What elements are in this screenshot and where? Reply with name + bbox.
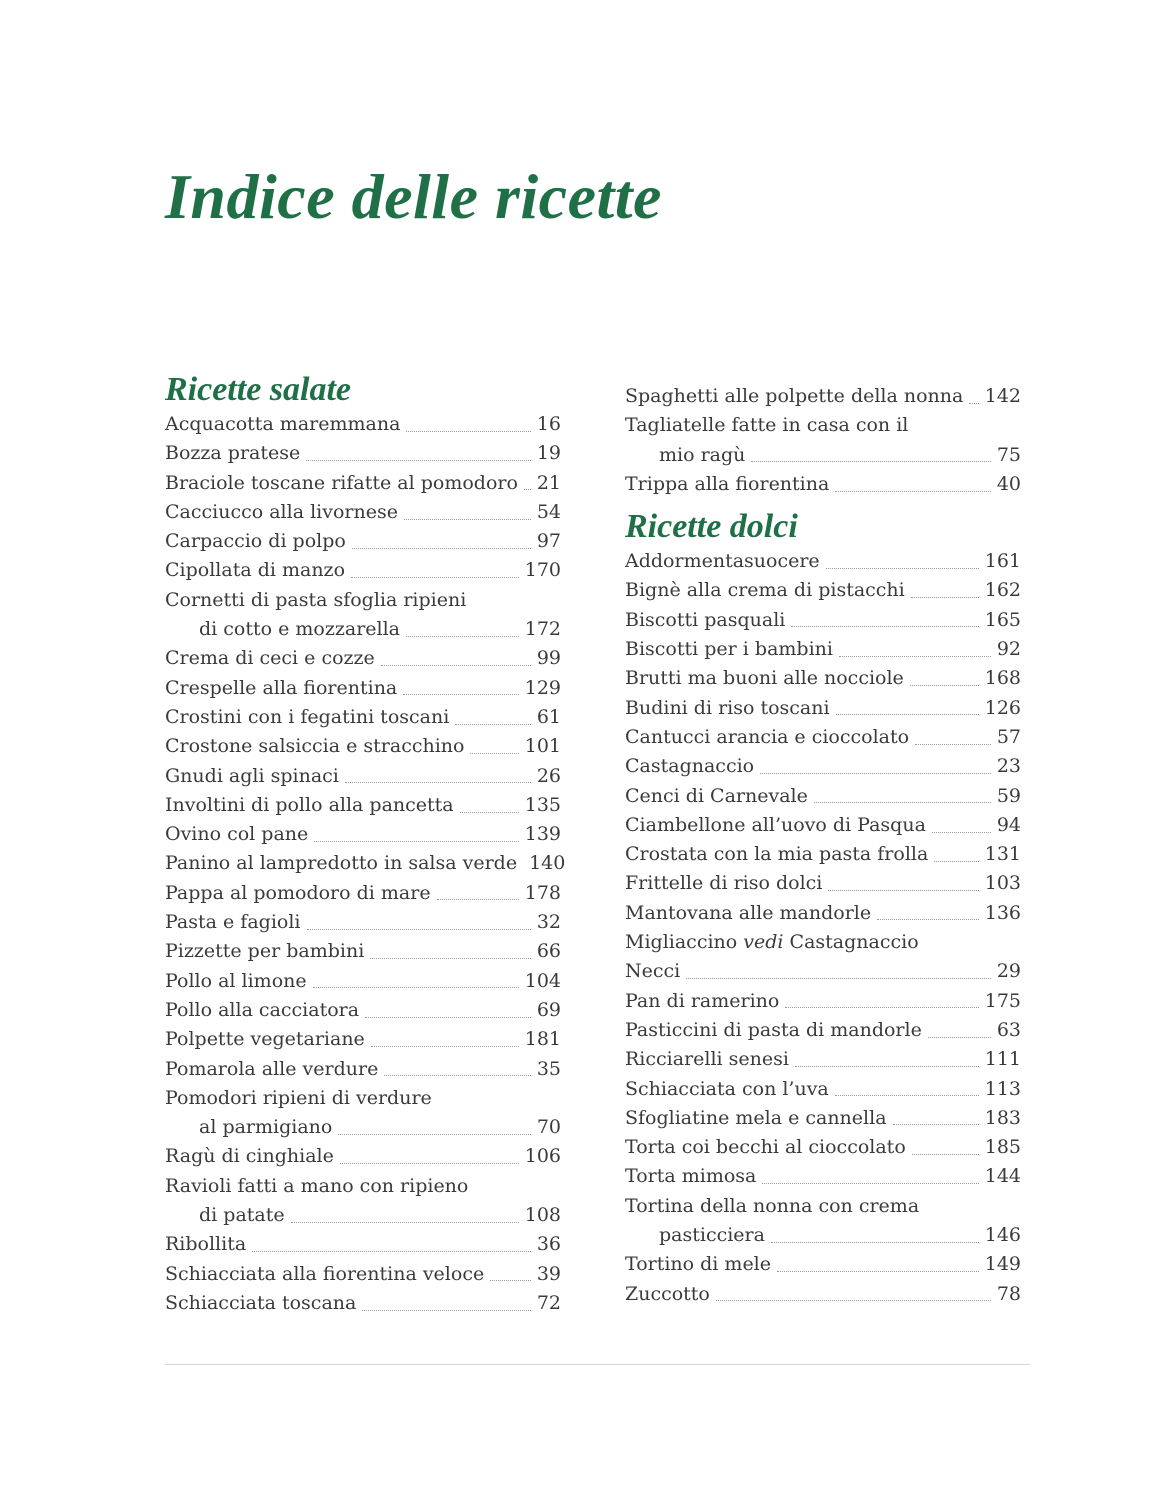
page-number: 106: [524, 1145, 561, 1168]
page-number: 70: [536, 1116, 561, 1139]
page-number: 75: [996, 443, 1021, 466]
index-entry: [165, 703, 561, 732]
entry-name: Addormentasuocere: [625, 550, 820, 573]
entry-name-continuation: pasticciera: [659, 1224, 765, 1247]
entry-name: Crostata con la mia pasta frolla: [625, 843, 929, 866]
index-entry: [625, 957, 1021, 986]
index-entry: [625, 606, 1021, 635]
leader-dots: [352, 547, 531, 549]
index-entry: [625, 411, 1021, 440]
page-number: 135: [524, 793, 561, 816]
index-entry: [165, 937, 561, 966]
page-number: 181: [524, 1028, 561, 1051]
entry-name: Pasta e fagioli: [165, 911, 301, 934]
index-entry-continuation: [165, 1201, 561, 1230]
index-entry: [165, 644, 561, 673]
page-number: 35: [536, 1057, 561, 1080]
entry-list-continued: [625, 382, 1021, 499]
entry-name: Pan di ramerino: [625, 989, 780, 1012]
entry-name: Sfogliatine mela e cannella: [625, 1106, 887, 1129]
entry-name: Gnudi agli spinaci: [165, 764, 339, 787]
leader-dots: [814, 801, 991, 803]
index-entry-continuation: [625, 441, 1021, 470]
page-number: 104: [524, 969, 561, 992]
leader-dots: [791, 625, 978, 627]
index-entry: [165, 820, 561, 849]
entry-name: Brutti ma buoni alle nocciole: [625, 667, 904, 690]
index-entry: [165, 732, 561, 761]
entry-name: Ragù di cinghiale: [165, 1145, 334, 1168]
page-number: 165: [984, 608, 1021, 631]
leader-dots: [460, 811, 519, 813]
index-entry: [625, 1045, 1021, 1074]
page-number: 54: [536, 500, 561, 523]
page-number: 131: [984, 843, 1021, 866]
entry-name: Schiacciata toscana: [165, 1291, 357, 1314]
leader-dots: [403, 693, 518, 695]
entry-name: Schiacciata alla fiorentina veloce: [165, 1262, 485, 1285]
leader-dots: [777, 1270, 979, 1272]
leader-dots: [877, 918, 979, 920]
leader-dots: [751, 460, 990, 462]
leader-dots: [912, 1153, 979, 1155]
entry-name: Acquacotta maremmana: [165, 413, 401, 435]
index-entry: [625, 1162, 1021, 1191]
entry-name: Ovino col pane: [165, 823, 309, 846]
page-number: 149: [984, 1253, 1021, 1276]
left-column: [165, 370, 566, 1318]
see-reference-word: vedi: [743, 931, 784, 954]
index-entry: [165, 762, 561, 791]
index-entry: [625, 635, 1021, 664]
entry-name: Pollo alla cacciatora: [165, 998, 360, 1021]
index-entry: [165, 439, 561, 468]
entry-name: Crostone salsiccia e stracchino: [165, 735, 465, 758]
entry-name: Crostini con i fegatini toscani: [165, 705, 450, 728]
leader-dots: [381, 664, 531, 666]
page-number: 108: [524, 1204, 561, 1227]
page-number: 40: [996, 472, 1021, 495]
page-number: 99: [536, 647, 561, 670]
leader-dots: [760, 772, 991, 774]
page-number: 162: [984, 579, 1021, 602]
index-entry: [625, 694, 1021, 723]
page-number: 16: [536, 413, 561, 435]
entry-name: Frittelle di riso dolci: [625, 872, 823, 895]
index-entry: [165, 674, 561, 703]
page-number: 97: [536, 530, 561, 553]
entry-name: Pasticcini di pasta di mandorle: [625, 1018, 922, 1041]
entry-name-continuation: di patate: [199, 1204, 285, 1227]
index-entry-continuation: [165, 615, 561, 644]
page-number: 32: [536, 911, 561, 934]
leader-dots: [307, 928, 531, 930]
leader-dots: [686, 977, 991, 979]
leader-dots: [455, 723, 531, 725]
index-entry: [165, 879, 561, 908]
leader-dots: [932, 831, 991, 833]
entry-name: Spaghetti alle polpette della nonna: [625, 385, 964, 407]
page-number: 36: [536, 1233, 561, 1256]
leader-dots: [771, 1241, 979, 1243]
index-entry: [625, 576, 1021, 605]
leader-dots: [406, 430, 530, 432]
leader-dots: [362, 1309, 530, 1311]
page-number: 29: [996, 960, 1021, 983]
index-entry: [625, 664, 1021, 693]
index-entry: [625, 1016, 1021, 1045]
leader-dots: [828, 889, 978, 891]
page-number: 101: [524, 735, 561, 758]
index-entry: [625, 470, 1021, 499]
index-entry: [165, 410, 561, 439]
leader-dots: [470, 752, 518, 754]
entry-name: Budini di riso toscani: [625, 696, 830, 719]
index-entry: [625, 547, 1021, 576]
entry-name: Cipollata di manzo: [165, 559, 346, 582]
entry-list-dolci: [625, 547, 1021, 1309]
leader-dots: [785, 1006, 978, 1008]
page-number: 168: [984, 667, 1021, 690]
entry-name: Pizzette per bambini: [165, 940, 365, 963]
page-number: 170: [524, 559, 561, 582]
entry-name: Tortina della nonna con crema: [625, 1194, 920, 1217]
entry-name: Torta coi becchi al cioccolato: [625, 1136, 906, 1159]
leader-dots: [370, 957, 531, 959]
leader-dots: [404, 518, 531, 520]
index-entry-continuation: [625, 1221, 1021, 1250]
entry-name: Pappa al pomodoro di mare: [165, 881, 431, 904]
entry-name: Tagliatelle fatte in casa con il: [625, 414, 909, 437]
leader-dots: [915, 743, 991, 745]
page-number: 146: [984, 1224, 1021, 1247]
index-entry: [165, 849, 566, 878]
page-number: 23: [996, 755, 1021, 778]
index-entry: [625, 723, 1021, 752]
leader-dots: [934, 860, 978, 862]
entry-name: Braciole toscane rifatte al pomodoro: [165, 471, 518, 494]
page-number: 92: [996, 638, 1021, 661]
page-number: 129: [524, 676, 561, 699]
entry-name: Crema di ceci e cozze: [165, 647, 375, 670]
index-entry: [165, 791, 561, 820]
page-number: 142: [984, 385, 1021, 407]
index-entry: [165, 498, 561, 527]
entry-name: Cornetti di pasta sfoglia ripieni: [165, 588, 467, 611]
leader-dots: [252, 1250, 531, 1252]
page-number: 63: [996, 1018, 1021, 1041]
leader-dots: [910, 684, 979, 686]
leader-dots: [351, 576, 519, 578]
index-entry: [625, 1104, 1021, 1133]
index-entry: [165, 469, 561, 498]
index-entry: [165, 967, 561, 996]
entry-name: Pomarola alle verdure: [165, 1057, 379, 1080]
entry-name: Cacciucco alla livornese: [165, 500, 398, 523]
index-entry: [165, 586, 561, 615]
leader-dots: [384, 1074, 530, 1076]
index-entry: [625, 811, 1021, 840]
right-column: [625, 382, 1021, 1309]
page-number: 183: [984, 1106, 1021, 1129]
page-number: 26: [536, 764, 561, 787]
page-number: 139: [524, 823, 561, 846]
page-number: 126: [984, 696, 1021, 719]
section-heading-dolci: Ricette dolci: [625, 508, 798, 546]
index-entry: [625, 899, 1021, 928]
leader-dots: [313, 986, 519, 988]
index-entry: [165, 1055, 561, 1084]
index-entry: [165, 1142, 561, 1171]
index-entry: [165, 1260, 561, 1289]
entry-name: Crespelle alla fiorentina: [165, 676, 398, 699]
leader-dots: [291, 1221, 519, 1223]
entry-name: Bignè alla crema di pistacchi: [625, 579, 905, 602]
entry-name: Trippa alla fiorentina: [625, 472, 830, 495]
index-entry: [165, 1230, 561, 1259]
page-number: 140: [529, 852, 566, 875]
index-entry: [165, 996, 561, 1025]
entry-name: Ravioli fatti a mano con ripieno: [165, 1174, 469, 1197]
page-number: 57: [996, 725, 1021, 748]
page-number: 39: [536, 1262, 561, 1285]
page-number: 172: [524, 618, 561, 641]
index-entry: [625, 1280, 1021, 1309]
section-heading-salate: Ricette salate: [165, 371, 352, 408]
leader-dots: [928, 1036, 991, 1038]
leader-dots: [835, 490, 990, 492]
index-entry: [165, 1025, 561, 1054]
entry-name: Cantucci arancia e cioccolato: [625, 725, 910, 748]
entry-name: Tortino di mele: [625, 1253, 772, 1276]
page-number: 72: [536, 1291, 561, 1314]
index-entry: [625, 840, 1021, 869]
page-number: 66: [536, 940, 561, 963]
leader-dots: [911, 596, 979, 598]
page-number: 59: [996, 784, 1021, 807]
page-number: 178: [524, 881, 561, 904]
entry-name: Ribollita: [165, 1233, 247, 1256]
leader-dots: [338, 1133, 530, 1135]
page-number: 175: [984, 989, 1021, 1012]
entry-name: Ricciarelli senesi: [625, 1048, 789, 1071]
page-number: 94: [996, 813, 1021, 836]
entry-name: Zuccotto: [625, 1282, 710, 1305]
page-number: 61: [536, 705, 561, 728]
leader-dots: [314, 840, 518, 842]
entry-name: Pollo al limone: [165, 969, 307, 992]
leader-dots: [371, 1045, 519, 1047]
leader-dots: [406, 635, 519, 637]
leader-dots: [826, 567, 979, 569]
page-number: 136: [984, 901, 1021, 924]
leader-dots: [969, 402, 978, 404]
leader-dots: [306, 459, 531, 461]
reference-target: Castagnaccio: [789, 931, 919, 954]
bottom-rule: [165, 1364, 1030, 1365]
index-entry: [625, 1250, 1021, 1279]
entry-name-continuation: di cotto e mozzarella: [199, 618, 401, 641]
entry-name-continuation: al parmigiano: [199, 1116, 333, 1139]
entry-name: Carpaccio di polpo: [165, 530, 346, 553]
entry-name: Mantovana alle mandorle: [625, 901, 872, 924]
leader-dots: [524, 488, 531, 490]
entry-name: Biscotti pasquali: [625, 608, 786, 631]
leader-dots: [893, 1123, 979, 1125]
leader-dots: [762, 1182, 978, 1184]
index-entry: [165, 1084, 561, 1113]
index-entry: [625, 1075, 1021, 1104]
index-entry-reference: [625, 928, 1021, 957]
entry-name: Biscotti per i bambini: [625, 638, 833, 661]
entry-name: Pomodori ripieni di verdure: [165, 1086, 432, 1109]
leader-dots: [836, 713, 979, 715]
page-number: 144: [984, 1165, 1021, 1188]
index-entry: [625, 382, 1021, 411]
entry-name: Panino al lampredotto in salsa verde: [165, 852, 518, 875]
page-number: 113: [984, 1077, 1021, 1100]
index-entry: [165, 527, 561, 556]
entry-name: Migliaccino: [625, 931, 738, 954]
entry-name: Bozza pratese: [165, 442, 301, 465]
entry-name: Involtini di pollo alla pancetta: [165, 793, 454, 816]
page-number: 21: [536, 471, 561, 494]
leader-dots: [437, 898, 519, 900]
index-entry: [625, 782, 1021, 811]
entry-name: Schiacciata con l’uva: [625, 1077, 829, 1100]
leader-dots: [345, 781, 531, 783]
entry-name: Castagnaccio: [625, 755, 755, 778]
page-number: 19: [536, 442, 561, 465]
index-entry-continuation: [165, 1113, 561, 1142]
entry-name: Necci: [625, 960, 681, 983]
page-number: 69: [536, 998, 561, 1021]
entry-name: Ciambellone all’uovo di Pasqua: [625, 813, 926, 836]
page-number: 103: [984, 872, 1021, 895]
index-entry: [165, 556, 561, 585]
index-entry: [625, 869, 1021, 898]
entry-name: Polpette vegetariane: [165, 1028, 365, 1051]
page-number: 185: [984, 1136, 1021, 1159]
page-title: Indice delle ricette: [165, 161, 662, 232]
leader-dots: [340, 1162, 519, 1164]
entry-name: Torta mimosa: [625, 1165, 757, 1188]
leader-dots: [365, 1016, 531, 1018]
leader-dots: [716, 1299, 991, 1301]
index-entry: [625, 1192, 1021, 1221]
leader-dots: [795, 1065, 979, 1067]
leader-dots: [490, 1279, 531, 1281]
leader-dots: [839, 655, 991, 657]
page-number: 111: [984, 1048, 1021, 1071]
index-entry: [625, 752, 1021, 781]
page-number: 161: [984, 550, 1021, 573]
index-entry: [165, 1289, 561, 1318]
page-number: 78: [996, 1282, 1021, 1305]
index-entry: [165, 1172, 561, 1201]
index-entry: [165, 908, 561, 937]
index-entry: [625, 1133, 1021, 1162]
entry-list-salate: [165, 410, 566, 1318]
index-entry: [625, 987, 1021, 1016]
leader-dots: [835, 1094, 979, 1096]
entry-name-continuation: mio ragù: [659, 443, 746, 466]
entry-name: Cenci di Carnevale: [625, 784, 808, 807]
